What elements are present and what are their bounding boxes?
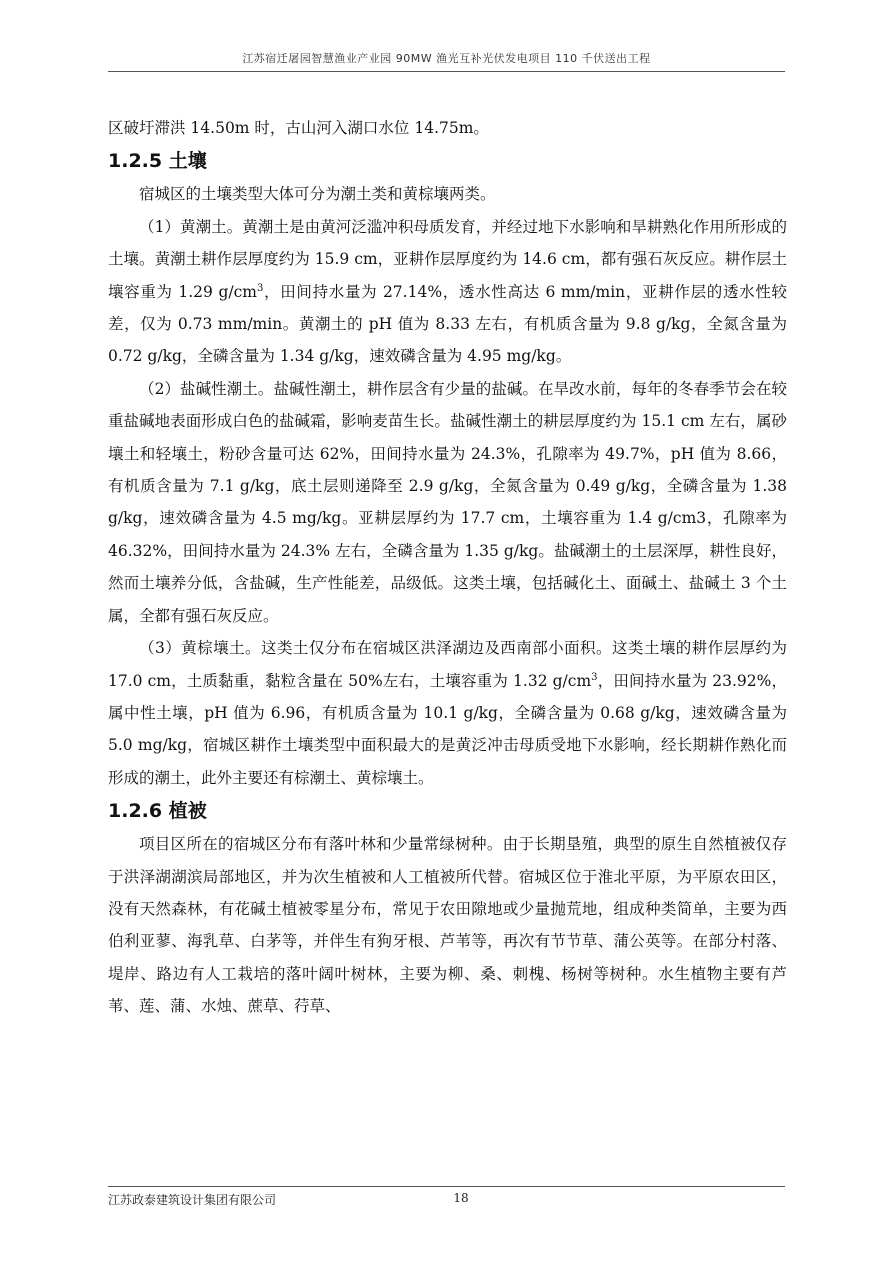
footer-divider <box>108 1186 785 1187</box>
paragraph-soil-intro: 宿城区的土壤类型大体可分为潮土类和黄棕壤两类。 <box>139 185 496 204</box>
paragraph-saline-tidal-soil: （2）盐碱性潮土。盐碱性潮土，耕作层含有少量的盐碱。在旱改水前，每年的冬春季节会在较重盐碱地表面形成白色的盐碱霜，影响麦苗生长。盐碱性潮土的耕层厚度约为 15.1 cm 左右，属砂壤土和轻壤土，粉砂含量可达 62%，田间持水量为 24.3%，孔隙率为 49.7%，pH 值为 8.66，有机质含量为 7.1 g/kg，底土层则递降至 2.9 g/kg，全氮含量为 0.49 g/kg，全磷含量为 1.38 g/kg，速效磷含量为 4.5 mg/kg。亚耕层厚约为 17.7 cm，土壤容重为 1.4 g/cm3，孔隙率为 46.32%，田间持水量为 24.3% 左右，全磷含量为 1.35 g/kg。盐碱潮土的土层深厚，耕性良好，然而土壤养分低，含盐碱，生产性能差，品级低。这类土壤，包括碱化土、面碱土、盐碱土 3 个土属，全都有强石灰反应。 <box>108 379 787 625</box>
text-run: ，田间持水量为 23.92%，属中性土壤，pH 值为 6.96，有机质含量为 10.1 g/kg，全磷含量为 0.68 g/kg，速效磷含量为 5.0 mg/kg，宿城区耕作土壤类型中面积最大的是黄泛冲击母质受地下水影响，经长期耕作熟化而形成的潮土，此外主要还有棕潮土、黄棕壤土。 <box>108 671 788 787</box>
paragraph-vegetation: 项目区所在的宿城区分布有落叶林和少量常绿树种。由于长期垦殖，典型的原生自然植被仅存于洪泽湖湖滨局部地区，并为次生植被和人工植被所代替。宿城区位于淮北平原，为平原农田区，没有天然森林，有花碱土植被零星分布，常见于农田隙地或少量抛荒地，组成种类简单，主要为西伯利亚蓼、海乳草、白茅等，并伴生有狗牙根、芦苇等，再次有节节草、蒲公英等。在部分村落、堤岸、路边有人工栽培的落叶阔叶树林，主要为柳、桑、刺槐、杨树等树种。水生植物主要有芦苇、莲、蒲、水烛、蔗草、荇草、 <box>108 835 787 1016</box>
text-run: ，田间持水量为 27.14%，透水性高达 6 mm/min，亚耕作层的透水性较差，仅为 0.73 mm/min。黄潮土的 pH 值为 8.33 左右，有机质含量为 9.8 g/kg，全氮含量为 0.72 g/kg，全磷含量为 1.34 g/kg，速效磷含量为 4.95 mg/kg。 <box>108 282 787 366</box>
superscript: 3 <box>257 282 264 294</box>
document-body <box>108 112 787 1023</box>
superscript: 3 <box>591 671 598 683</box>
text-run: （3）黄棕壤土。这类土仅分布在宿城区洪泽湖边及西南部小面积。这类土壤的耕作层厚约为 17.0 cm，土质黏重，黏粒含量在 50%左右，土壤容重为 1.32 g/cm <box>108 639 787 690</box>
header-divider <box>108 71 785 72</box>
page-header: 江苏宿迁屠园智慧渔业产业园 90MW 渔光互补光伏发电项目 110 千伏送出工程 <box>242 52 651 65</box>
paragraph-yellow-tidal-soil <box>108 211 787 373</box>
paragraph-continuation: 区破圩滞洪 14.50m 时，古山河入湖口水位 14.75m。 <box>108 119 489 137</box>
page-number: 18 <box>453 1191 469 1205</box>
footer-company: 江苏政泰建筑设计集团有限公司 <box>108 1193 277 1207</box>
section-heading-vegetation: 1.2.6 植被 <box>108 800 207 823</box>
text-run: （1）黄潮土。黄潮土是由黄河泛滥冲积母质发育，并经过地下水影响和旱耕熟化作用所形成的土壤。黄潮土耕作层厚度约为 15.9 cm，亚耕作层厚度约为 14.6 cm，都有强石灰反应。耕作层土壤容重为 1.29 g/cm <box>108 217 787 301</box>
paragraph-yellow-brown-soil <box>108 632 787 794</box>
section-heading-soil: 1.2.5 土壤 <box>108 150 207 173</box>
